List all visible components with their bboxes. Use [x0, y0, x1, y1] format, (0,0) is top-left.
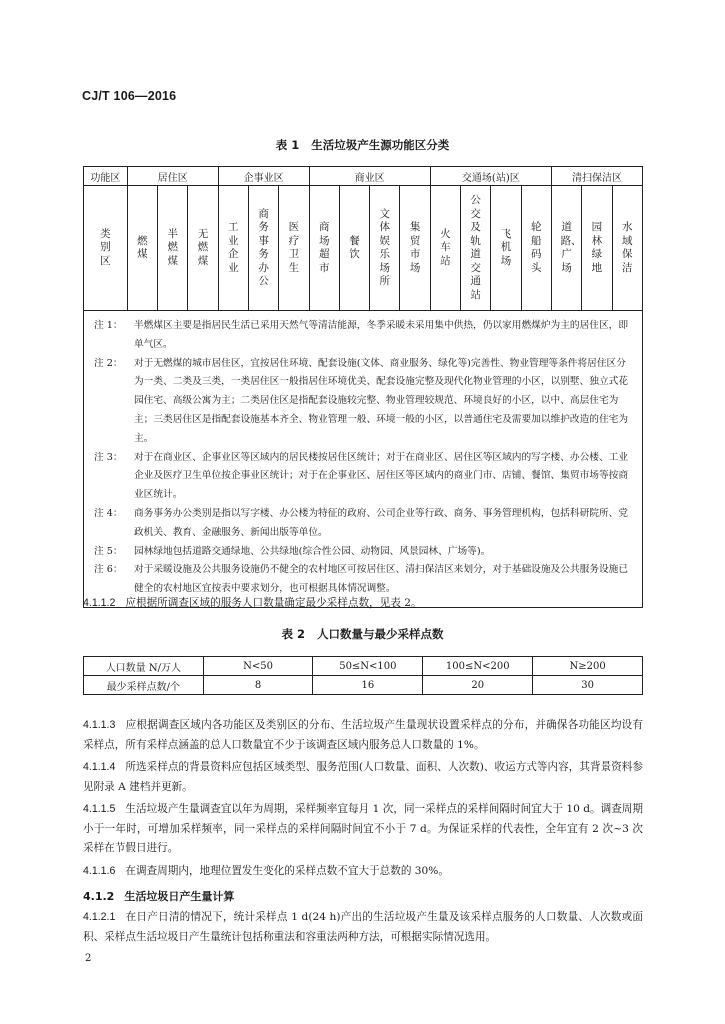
category-cell: 公交及轨道交通站	[461, 186, 491, 311]
para-4-1-1-6: 4.1.1.6 在调查周期内，地理位置发生变化的采样点数不宜大于总数的 30%。	[83, 865, 449, 877]
note-1: 注 1： 半燃煤区主要是指居民生活已采用天然气等清洁能源，冬季采暖未采用集中供热，仍以家用燃煤炉为主的居住区，即单气区。	[94, 320, 629, 350]
category-cell: 文体娱乐场所	[370, 186, 400, 311]
table1-notes	[84, 311, 643, 608]
category-cell: 医疗卫生	[279, 186, 309, 311]
table-cell: 人口数量 N/万人	[84, 657, 204, 676]
standard-code: CJ/T 106—2016	[82, 89, 177, 103]
category-cell: 水域保洁	[612, 186, 642, 311]
group-enterprise: 企事业区	[218, 167, 309, 186]
table2-number: 表 2	[281, 627, 305, 641]
table2-title: 人口数量与最少采样点数	[317, 627, 444, 641]
group-commercial: 商业区	[309, 167, 430, 186]
note-5: 注 5： 园林绿地包括道路交通绿地、公共绿地(综合性公园、动物园、风景园林、广场等)。	[94, 545, 491, 557]
note-6: 注 6： 对于采暖设施及公共服务设施仍不健全的农村地区可按居住区、清扫保洁区来划分，对于基础设施及公共服务设施已健全的农村地区宜按表中要求划分，也可根据具体情况调整。	[94, 564, 629, 595]
para-4-1-1-2: 4.1.1.2 应根据所调查区域的服务人口数量确定最少采样点数，见表 2。	[83, 597, 422, 609]
table-cell: 16	[313, 676, 423, 695]
category-cell: 飞机场	[491, 186, 521, 311]
table1-header-row	[84, 167, 643, 186]
table-cell: 20	[423, 676, 533, 695]
table1-title: 生活垃圾产生源功能区分类	[311, 138, 450, 152]
category-cell: 火车站	[430, 186, 460, 311]
section-4-1-2-heading: 4.1.2 生活垃圾日产生量计算	[83, 890, 235, 903]
group-transport: 交通场(站)区	[430, 167, 551, 186]
category-cell: 商场超市	[309, 186, 339, 311]
table1-caption	[0, 137, 725, 153]
category-cell: 园林绿地	[582, 186, 612, 311]
table-cell: 8	[203, 676, 313, 695]
note-3: 注 3： 对于在商业区、企事业区等区域内的居民楼按居住区统计；对于在商业区、居住区等区域内的写字楼、办公楼、工业企业及医疗卫生单位按企事业区统计；对于在企事业区、居住区等区域内的商业门市、店铺、餐馆、集贸市场等按商业区统计。	[94, 451, 629, 501]
table-cell: 50≤N<100	[313, 657, 423, 676]
table2-population-samples	[83, 656, 643, 695]
table-cell: 30	[533, 676, 643, 695]
table-cell: N≥200	[533, 657, 643, 676]
group-residential: 居住区	[127, 167, 218, 186]
table-cell: N<50	[203, 657, 313, 676]
table2-data-row	[84, 676, 643, 695]
table1-number: 表 1	[275, 138, 300, 152]
para-4-1-1-3: 4.1.1.3 应根据调查区域内各功能区及类别区的分布、生活垃圾产生量现状设置采样点的分布，并确保各功能区均设有采样点，所有采样点涵盖的总人口数量宜不少于该调查区域内服务总人口数量的 1%。	[83, 719, 643, 751]
table1-function-zones	[83, 166, 643, 608]
para-4-1-2-1: 4.1.2.1 在日产日清的情况下，统计采样点 1 d(24 h)产出的生活垃圾产生量及该采样点服务的人口数量、人次数或面积、采样点生活垃圾日产生量统计包括称重法和容重法两种方法，可根据实际情况选用。	[83, 911, 643, 943]
table1-category-row	[84, 186, 643, 311]
category-cell: 商务事务办公	[248, 186, 278, 311]
table2-caption	[0, 626, 725, 642]
table1-notes-row	[84, 311, 643, 608]
category-cell: 道路、广场	[551, 186, 581, 311]
category-cell: 集贸市场	[400, 186, 430, 311]
category-cell: 餐饮	[339, 186, 369, 311]
category-cell: 工业企业	[218, 186, 248, 311]
table-cell: 最少采样点数/个	[84, 676, 204, 695]
note-4: 注 4： 商务事务办公类别是指以写字楼、办公楼为特征的政府、公司企业等行政、商务、事务管理机构，包括科研院所、党政机关、教育、金融服务、新闻出版等单位。	[94, 507, 629, 538]
category-cell: 半燃煤	[158, 186, 188, 311]
category-cell: 无燃煤	[188, 186, 218, 311]
row-label-functional-area: 功能区	[84, 167, 128, 186]
para-4-1-1-5: 4.1.1.5 生活垃圾产生量调查宜以年为周期，采样频率宜每月 1 次，同一采样点的采样间隔时间宜大于 10 d。调查周期小于一年时，可增加采样频率，同一采样点的采样间隔时间宜不小于 7 d。为保证采样的代表性，全年宜有 2 次~3 次采样在节假日进行。	[83, 803, 643, 854]
table-cell: 100≤N<200	[423, 657, 533, 676]
note-2: 注 2： 对于无燃煤的城市居住区，宜按居住环境、配套设施(文体、商业服务、绿化等)完善性、物业管理等条件将居住区分为一类、二类及三类，一类居住区一般指居住环境优美、配套设施完整及现代化物业管理的小区，以别墅、独立式花园住宅、高级公寓为主；二类居住区是指配套设施较完整、物业管理较规范、环境良好的小区，以中、高层住宅为主；三类居住区是指配套设施基本齐全、物业管理一般、环境一般的小区，以普通住宅及需要加以维护改造的住宅为主。	[94, 357, 629, 444]
row-label-category-area: 类别区	[84, 186, 128, 311]
page-number: 2	[85, 953, 92, 964]
table2-header-row	[84, 657, 643, 676]
category-cell: 轮船码头	[521, 186, 551, 311]
para-4-1-1-4: 4.1.1.4 所选采样点的背景资料应包括区域类型、服务范围(人口数量、面积、人次数)、收运方式等内容，其背景资料参见附录 A 建档并更新。	[83, 761, 643, 793]
group-cleaning: 清扫保洁区	[551, 167, 642, 186]
category-cell: 燃煤	[127, 186, 157, 311]
